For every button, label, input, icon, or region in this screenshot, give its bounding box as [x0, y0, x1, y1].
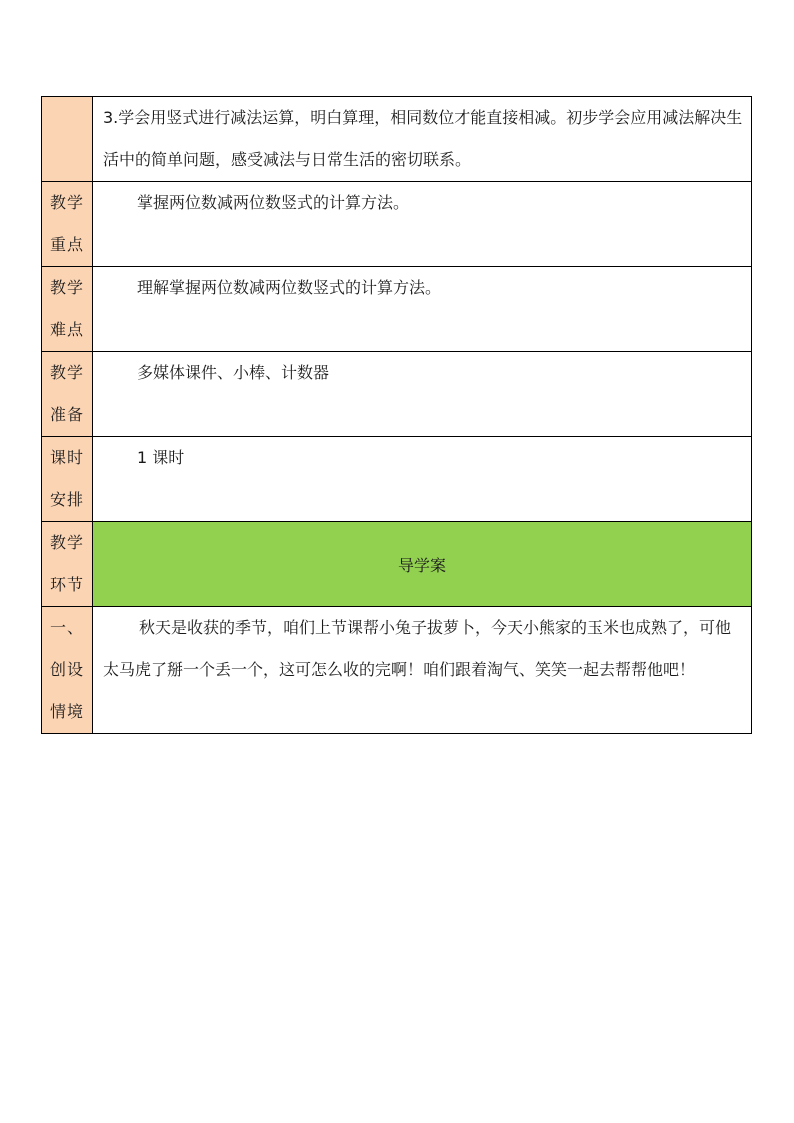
objective-row [42, 97, 752, 182]
objective-label-cell [42, 97, 93, 182]
preparation-content: 多媒体课件、小棒、计数器 [93, 352, 752, 437]
key-point-row [42, 182, 752, 267]
objective-content: 3.学会用竖式进行减法运算，明白算理，相同数位才能直接相减。初步学会应用减法解决生活中的简单问题，感受减法与日常生活的密切联系。 [93, 97, 752, 182]
key-point-label: 教学 重点 [42, 182, 93, 267]
schedule-row [42, 437, 752, 522]
section-title: 导学案 [93, 522, 752, 607]
preparation-row [42, 352, 752, 437]
key-point-content: 掌握两位数减两位数竖式的计算方法。 [93, 182, 752, 267]
difficulty-content: 理解掌握两位数减两位数竖式的计算方法。 [93, 267, 752, 352]
difficulty-row [42, 267, 752, 352]
scenario-label: 一、 创设 情境 [42, 607, 93, 734]
scenario-row [42, 607, 752, 734]
schedule-label: 课时 安排 [42, 437, 93, 522]
difficulty-label: 教学 难点 [42, 267, 93, 352]
scenario-content: 秋天是收获的季节，咱们上节课帮小兔子拔萝卜，今天小熊家的玉米也成熟了，可他太马虎了掰一个丢一个，这可怎么收的完啊！咱们跟着淘气、笑笑一起去帮帮他吧！ [93, 607, 752, 734]
lesson-plan-table [41, 96, 752, 734]
schedule-content: 1 课时 [93, 437, 752, 522]
section-row [42, 522, 752, 607]
preparation-label: 教学 准备 [42, 352, 93, 437]
section-label: 教学 环节 [42, 522, 93, 607]
